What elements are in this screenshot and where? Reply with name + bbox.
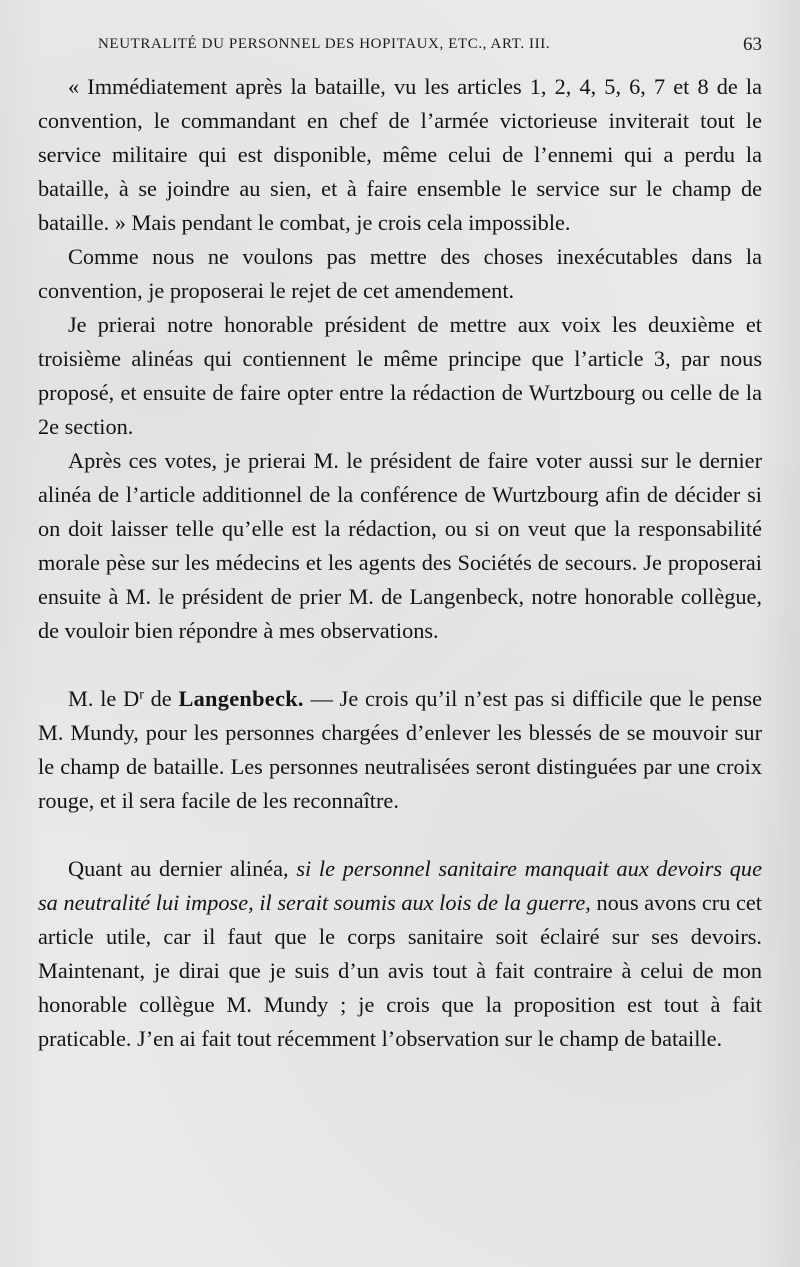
paragraph-3: Je prierai notre honorable président de mettre aux voix les deuxième et troisième alinéas qui contiennent le même principe que l’article 3, par nous proposé, et ensuite de faire opter entre la rédaction de Wurtzbourg ou celle de la 2e section.: [38, 312, 762, 439]
speaker-prefix: M. le D: [68, 686, 140, 711]
paragraph-4: Après ces votes, je prierai M. le président de faire voter aussi sur le dernier alinéa de l’article additionnel de la conférence de Wurtzbourg afin de décider si on doit laisser telle qu’elle est la rédaction, ou si on veut que la responsabilité morale pèse sur les médecins et les agents des Sociétés de secours. Je proposerai ensuite à M. le président de prier M. de Langenbeck, notre honorable collègue, de vouloir bien répondre à mes observations.: [38, 448, 762, 643]
paragraph-6: [38, 852, 762, 1056]
speech-text: — Je crois qu’il n’est pas si difficile que le pense M. Mundy, pour les personnes chargées d’enlever les blessés de se mouvoir sur le champ de bataille. Les personnes neutralisées seront distinguées par une croix rouge, et il sera facile de les reconnaître.: [38, 686, 762, 813]
speaker-name: Langenbeck.: [178, 686, 304, 711]
paragraph-6-text-a: Quant au dernier alinéa,: [68, 856, 297, 881]
paragraph-6-text-b: , nous avons cru cet article utile, car il faut que le corps sanitaire soit éclairé sur ses devoirs. Maintenant, je dirai que je suis d’un avis tout à fait contraire à celui de mon honorable collègue M. Mundy ; je crois que la proposition est tout à fait praticable. J’en ai fait tout récemment l’observation sur le champ de bataille.: [38, 890, 762, 1051]
page-number: 63: [743, 34, 762, 55]
body-text: [38, 70, 762, 1056]
paragraph-1: « Immédiatement après la bataille, vu les articles 1, 2, 4, 5, 6, 7 et 8 de la convention, le commandant en chef de l’armée victorieuse inviterait tout le service militaire qui est disponible, même celui de l’ennemi qui a perdu la bataille, à se joindre au sien, et à faire ensemble le service sur le champ de bataille. » Mais pendant le combat, je crois cela impossible.: [38, 74, 762, 235]
speaker-prefix-superscript: r: [139, 686, 144, 702]
paragraph-2: Comme nous ne voulons pas mettre des choses inexécutables dans la convention, je proposerai le rejet de cet amendement.: [38, 244, 762, 303]
page-header: [40, 34, 762, 58]
quoted-amendment: si le personnel sanitaire manquait aux devoirs que sa neutralité lui impose, il serait soumis aux lois de la guerre: [38, 856, 762, 915]
running-head: NEUTRALITÉ DU PERSONNEL DES HOPITAUX, ETC., ART. III.: [98, 36, 551, 52]
speaker-prefix-after: de: [143, 686, 179, 711]
paragraph-5: [38, 682, 762, 818]
